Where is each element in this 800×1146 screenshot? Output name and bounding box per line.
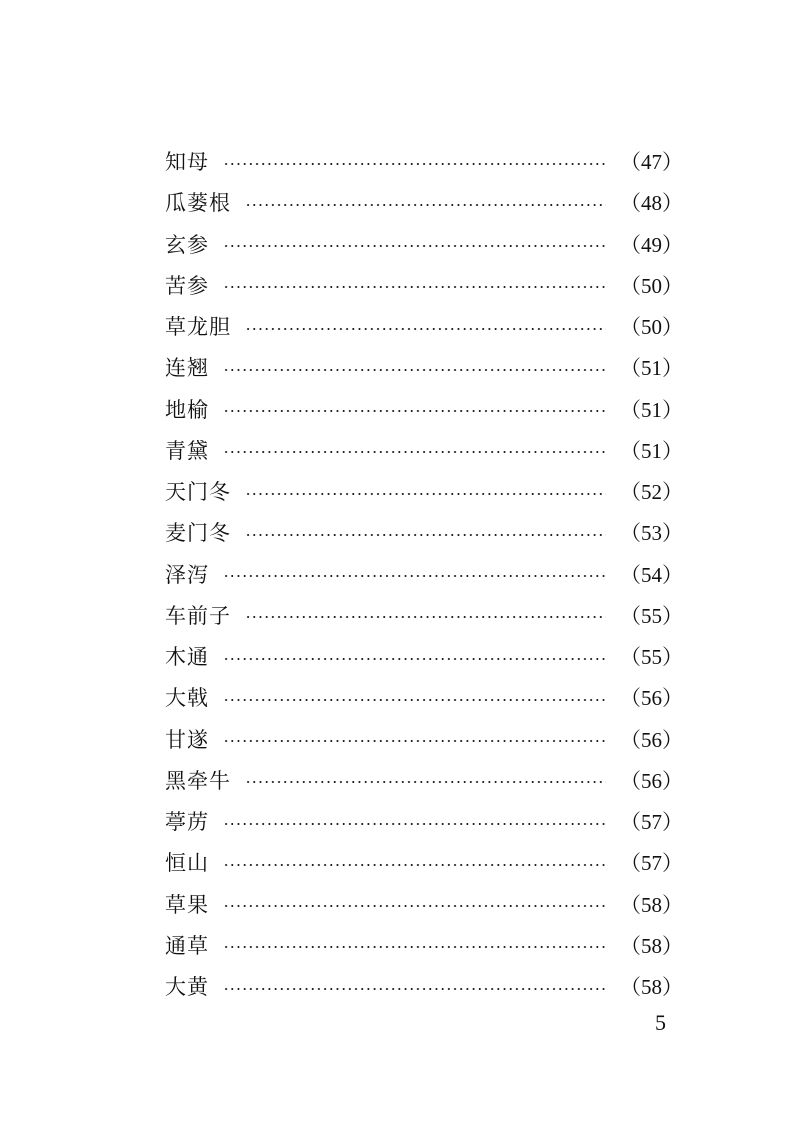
toc-entry-title: 苦参	[165, 273, 209, 298]
dot-leader	[223, 988, 606, 990]
toc-entry[interactable]	[165, 678, 683, 719]
toc-entry[interactable]	[165, 390, 683, 431]
dot-leader	[223, 823, 606, 825]
dot-leader	[223, 699, 606, 701]
toc-entry[interactable]	[165, 802, 683, 843]
dot-leader	[223, 864, 606, 866]
toc-entry-page: （47）	[620, 150, 683, 175]
toc-entry-title: 天门冬	[165, 480, 231, 505]
toc-entry[interactable]	[165, 307, 683, 348]
toc-entry-title: 青黛	[165, 438, 209, 463]
toc-entry-title: 葶苈	[165, 810, 209, 835]
dot-leader	[223, 245, 606, 247]
toc-entry[interactable]	[165, 885, 683, 926]
toc-entry-page: （57）	[620, 851, 683, 876]
toc-entry-page: （50）	[620, 273, 683, 298]
toc-entry-page: （55）	[620, 645, 683, 670]
toc-entry-title: 草龙胆	[165, 315, 231, 340]
dot-leader	[223, 905, 606, 907]
dot-leader	[223, 451, 606, 453]
toc-entry-title: 地榆	[165, 397, 209, 422]
toc-entry-page: （51）	[620, 356, 683, 381]
toc-entry-title: 玄参	[165, 232, 209, 257]
dot-leader	[223, 575, 606, 577]
toc-entry-page: （58）	[620, 892, 683, 917]
toc-entry-page: （49）	[620, 232, 683, 257]
toc-entry-page: （58）	[620, 975, 683, 1000]
toc-entry[interactable]	[165, 761, 683, 802]
toc-entry[interactable]	[165, 967, 683, 1008]
toc-entry-title: 恒山	[165, 851, 209, 876]
toc-entry-title: 通草	[165, 933, 209, 958]
dot-leader	[245, 781, 606, 783]
toc-entry-page: （52）	[620, 480, 683, 505]
toc-entry-title: 麦门冬	[165, 521, 231, 546]
toc-entry-title: 瓜蒌根	[165, 191, 231, 216]
toc-entry[interactable]	[165, 142, 683, 183]
toc-entry-title: 木通	[165, 645, 209, 670]
toc-entry-title: 草果	[165, 892, 209, 917]
toc-entry-title: 大戟	[165, 686, 209, 711]
dot-leader	[245, 534, 606, 536]
dot-leader	[245, 616, 606, 618]
toc-entry[interactable]	[165, 555, 683, 596]
dot-leader	[223, 369, 606, 371]
toc-entry[interactable]	[165, 720, 683, 761]
toc-entry[interactable]	[165, 513, 683, 554]
toc-entry-page: （58）	[620, 933, 683, 958]
toc-entry-title: 连翘	[165, 356, 209, 381]
toc-entry[interactable]	[165, 225, 683, 266]
toc-entry-page: （51）	[620, 397, 683, 422]
toc-entry-page: （51）	[620, 438, 683, 463]
page-number: 5	[655, 1010, 666, 1035]
toc-entry[interactable]	[165, 637, 683, 678]
toc-entry-page: （48）	[620, 191, 683, 216]
toc-entry[interactable]	[165, 266, 683, 307]
toc-entry-title: 知母	[165, 150, 209, 175]
toc-entry-page: （53）	[620, 521, 683, 546]
toc-entry[interactable]	[165, 431, 683, 472]
toc-entry-title: 泽泻	[165, 562, 209, 587]
toc-entry-page: （56）	[620, 686, 683, 711]
toc-entry-title: 大黄	[165, 975, 209, 1000]
toc-entry-title: 甘遂	[165, 727, 209, 752]
dot-leader	[245, 328, 606, 330]
dot-leader	[245, 204, 606, 206]
toc-entry-page: （56）	[620, 727, 683, 752]
dot-leader	[223, 946, 606, 948]
toc-entry-page: （56）	[620, 768, 683, 793]
table-of-contents	[165, 142, 683, 1008]
toc-entry-page: （50）	[620, 315, 683, 340]
dot-leader	[223, 286, 606, 288]
dot-leader	[223, 163, 606, 165]
toc-entry[interactable]	[165, 348, 683, 389]
dot-leader	[223, 740, 606, 742]
toc-entry-title: 黑牵牛	[165, 768, 231, 793]
toc-entry[interactable]	[165, 472, 683, 513]
toc-entry-page: （55）	[620, 603, 683, 628]
toc-entry-page: （57）	[620, 810, 683, 835]
toc-entry-page: （54）	[620, 562, 683, 587]
toc-entry-title: 车前子	[165, 603, 231, 628]
toc-entry[interactable]	[165, 596, 683, 637]
dot-leader	[223, 410, 606, 412]
toc-entry[interactable]	[165, 843, 683, 884]
dot-leader	[245, 493, 606, 495]
dot-leader	[223, 658, 606, 660]
toc-entry[interactable]	[165, 926, 683, 967]
toc-entry[interactable]	[165, 183, 683, 224]
